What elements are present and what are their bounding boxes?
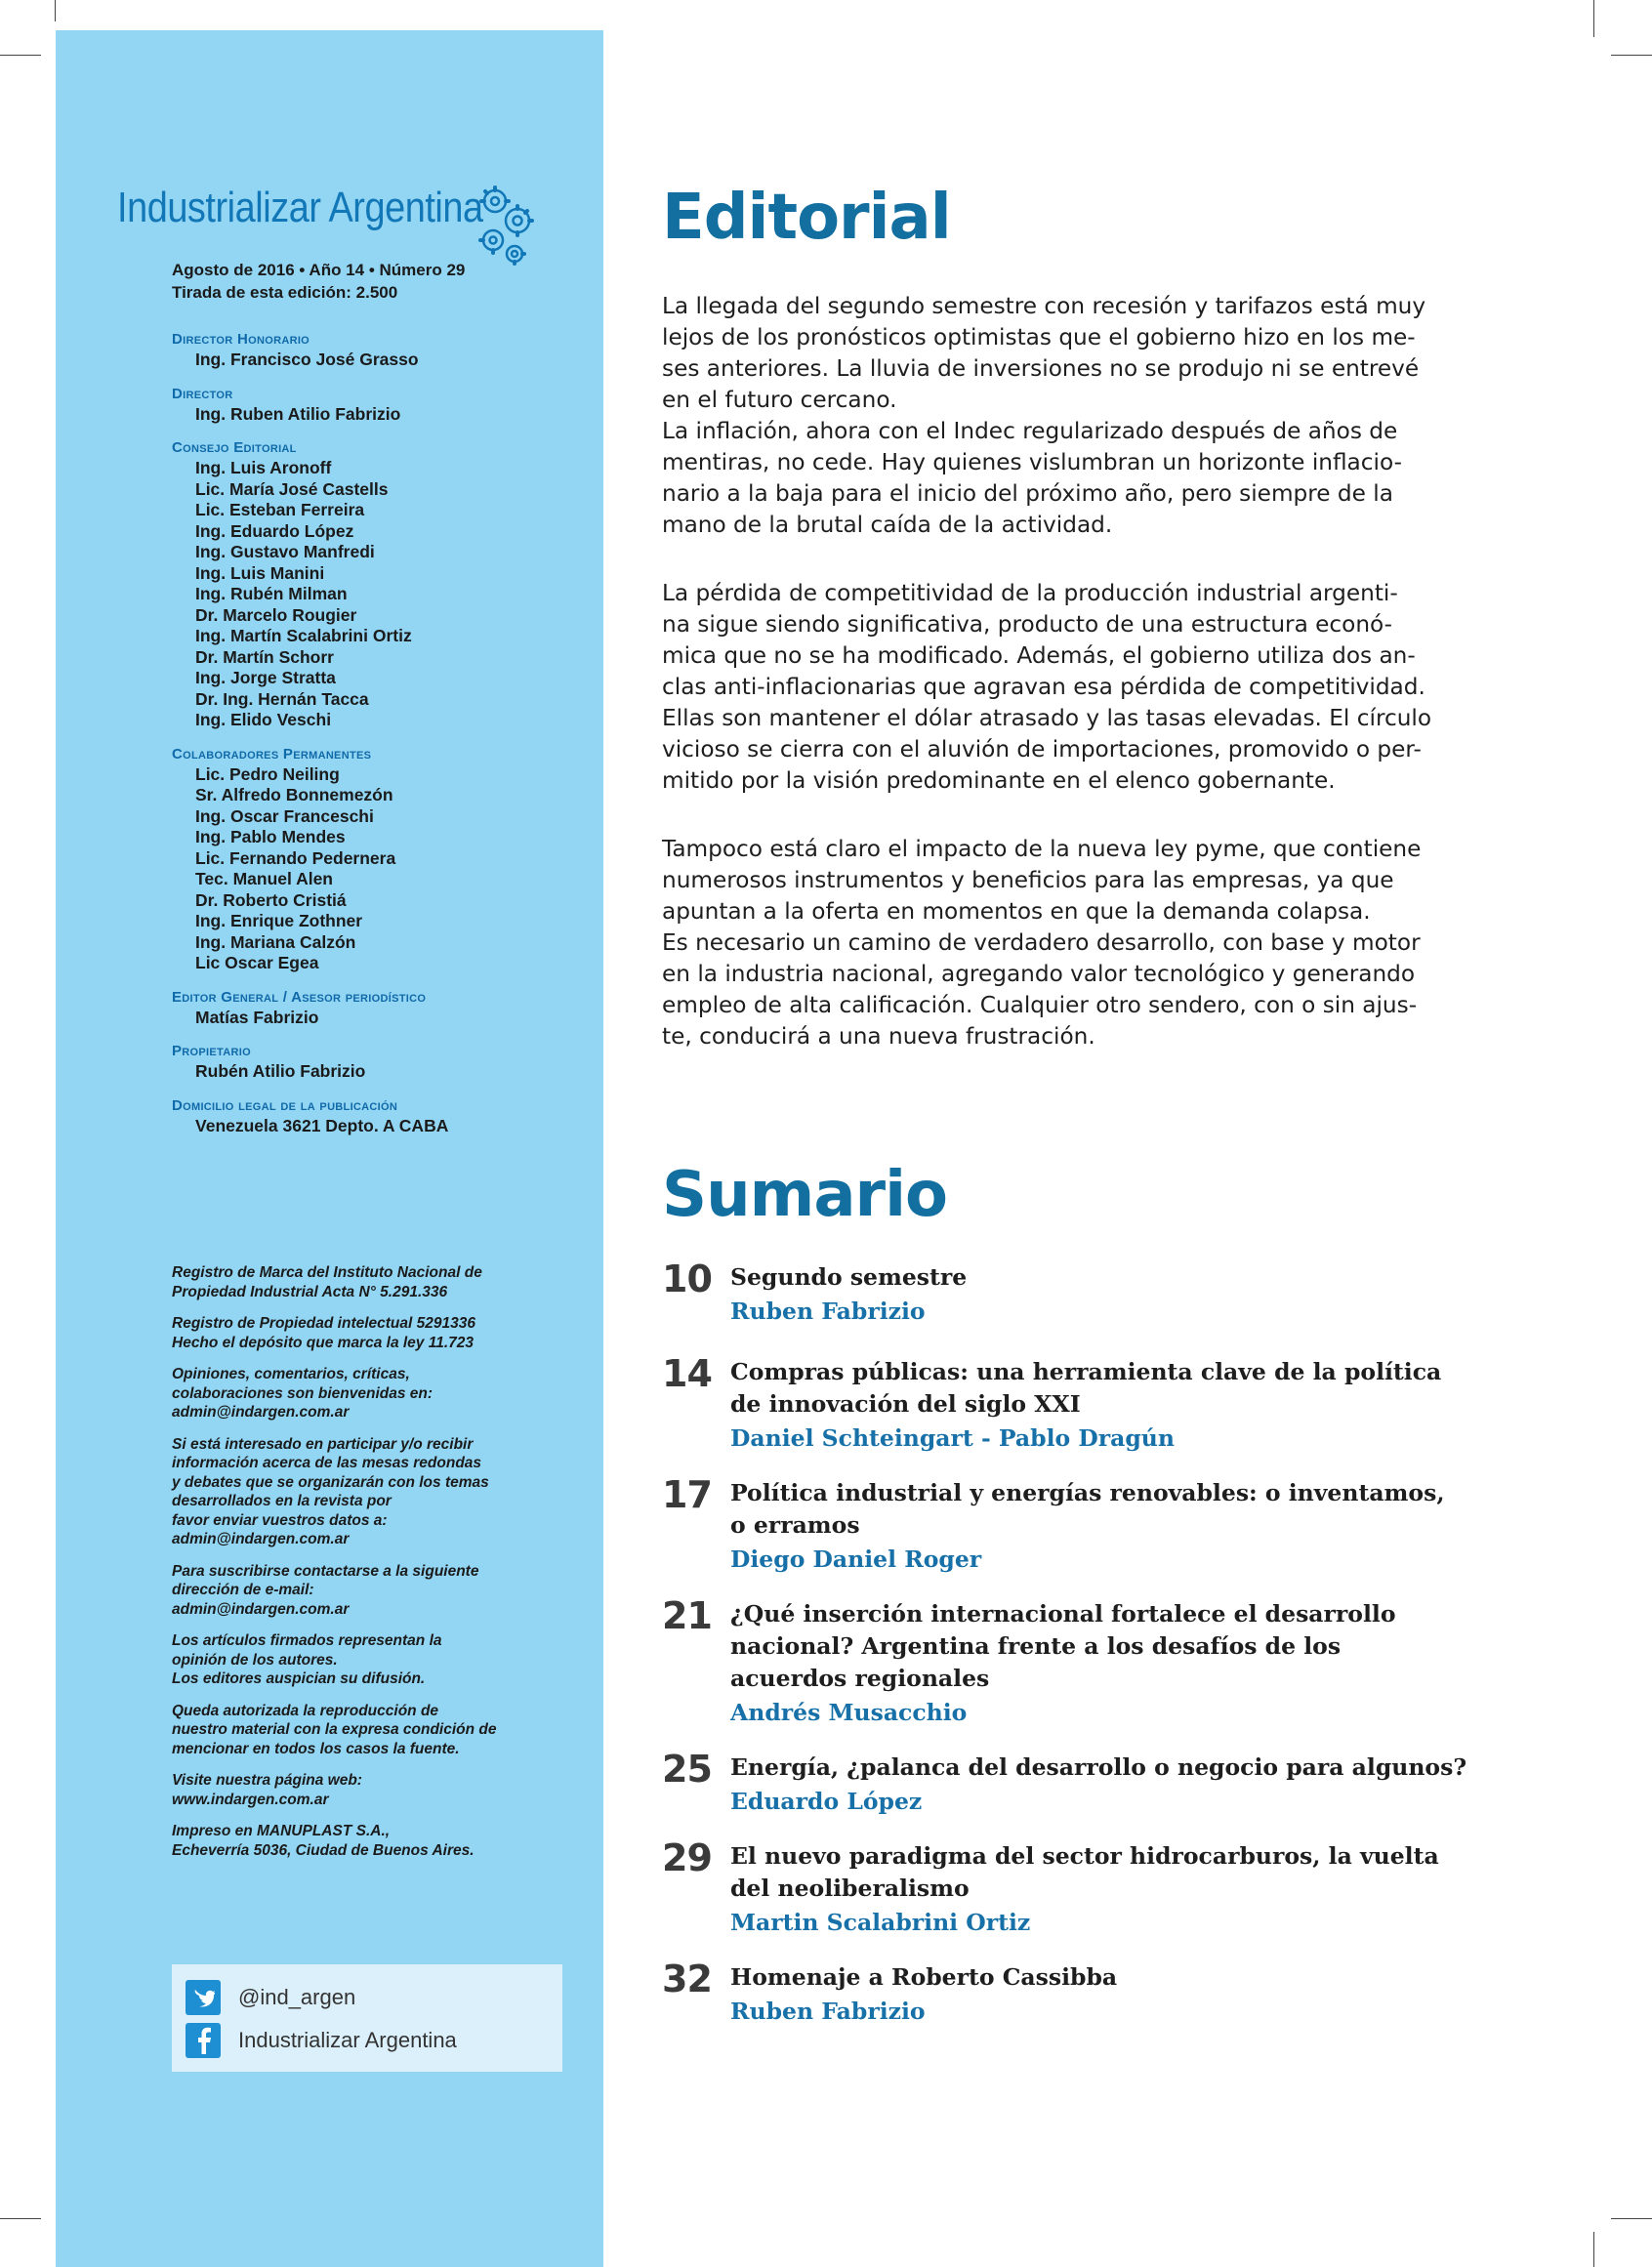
text-line: mica que no se ha modificado. Además, el gobierno utiliza dos an-: [662, 642, 1416, 669]
staff-role: Director: [172, 385, 233, 402]
legal-line: Registro de Propiedad intelectual 5291336: [172, 1315, 475, 1332]
crop-mark: [1611, 55, 1652, 56]
toc-text: [730, 1356, 1590, 1456]
toc-text: [730, 1477, 1590, 1577]
staff-section: [172, 988, 582, 1029]
text-line: empleo de alta calificación. Cualquier otro sendero, con o sin ajus-: [662, 992, 1418, 1018]
toc-article-title: ¿Qué inserción internacional fortalece el desarrollo: [730, 1600, 1396, 1628]
text-line: clas anti-inflacionarias que agravan esa pérdida de competitividad.: [662, 674, 1425, 700]
facebook-link[interactable]: [186, 2021, 457, 2060]
gears-icon: [474, 184, 542, 271]
toc-text: [730, 1261, 1590, 1329]
crop-mark: [0, 2218, 41, 2219]
staff-role: Editor General / Asesor periodístico: [172, 988, 427, 1006]
print-run-line: Tirada de esta edición: 2.500: [172, 283, 398, 302]
staff-role: Colaboradores Permanentes: [172, 745, 372, 763]
social-box: [172, 1964, 562, 2072]
legal-line: Para suscribirse contactarse a la siguiente: [172, 1562, 479, 1580]
legal-line: Los artículos firmados representan la: [172, 1632, 442, 1649]
crop-mark: [1593, 2232, 1594, 2267]
staff-name: Ing. Rubén Milman: [195, 584, 348, 603]
paragraph-gap: [662, 541, 1590, 578]
staff-section: [172, 1042, 582, 1083]
staff-section: [172, 1096, 582, 1137]
legal-line: Hecho el depósito que marca la ley 11.723: [172, 1334, 474, 1351]
staff-section: [172, 330, 582, 371]
staff-name: Sr. Alfredo Bonnemezón: [195, 785, 393, 804]
text-line: nario a la baja para el inicio del próximo año, pero siempre de la: [662, 480, 1393, 507]
sumario-title: Sumario: [662, 1159, 947, 1231]
legal-line: favor enviar vuestros datos a:: [172, 1511, 388, 1529]
staff-name: Matías Fabrizio: [195, 1007, 319, 1027]
toc-page-number: 21: [662, 1594, 712, 1637]
text-line: La inflación, ahora con el Indec regularizado después de años de: [662, 418, 1398, 444]
staff-section: [172, 385, 582, 426]
text-line: en el futuro cercano.: [662, 387, 897, 413]
legal-block: [172, 1365, 582, 1422]
toc-author: Martin Scalabrini Ortiz: [730, 1909, 1031, 1936]
toc-author: Ruben Fabrizio: [730, 1998, 926, 2025]
staff-name: Ing. Pablo Mendes: [195, 827, 346, 846]
editorial-paragraph: [662, 291, 1590, 541]
toc-article-title: Política industrial y energías renovables: o inventamos,: [730, 1479, 1445, 1506]
legal-line: Echeverría 5036, Ciudad de Buenos Aires.: [172, 1841, 475, 1859]
text-line: apuntan a la oferta en momentos en que la demanda colapsa.: [662, 898, 1371, 925]
crop-mark: [1611, 2218, 1652, 2219]
toc-page-number: 14: [662, 1352, 712, 1395]
text-line: lejos de los pronósticos optimistas que el gobierno hizo en los me-: [662, 324, 1416, 350]
toc-article-title: Energía, ¿palanca del desarrollo o negocio para algunos?: [730, 1753, 1467, 1781]
toc-article-title: de innovación del siglo XXI: [730, 1390, 1081, 1418]
legal-block: [172, 1314, 582, 1352]
toc-article-title: nacional? Argentina frente a los desafíos de los: [730, 1632, 1342, 1660]
crop-mark: [0, 55, 41, 56]
staff-name: Ing. Luis Aronoff: [195, 458, 332, 477]
text-line: te, conducirá a una nueva frustración.: [662, 1023, 1095, 1050]
toc-article-title: Compras públicas: una herramienta clave de la política: [730, 1358, 1442, 1385]
text-line: mitido por la visión predominante en el elenco gobernante.: [662, 767, 1336, 794]
toc-author: Daniel Schteingart - Pablo Dragún: [730, 1424, 1175, 1452]
toc-author: Ruben Fabrizio: [730, 1298, 926, 1325]
legal-line: y debates que se organizarán con los temas: [172, 1473, 489, 1491]
toc-page-number: 17: [662, 1473, 712, 1516]
staff-name: Ing. Gustavo Manfredi: [195, 542, 375, 561]
toc-article-title: Homenaje a Roberto Cassibba: [730, 1963, 1118, 1991]
staff-role: Domicilio legal de la publicación: [172, 1096, 398, 1114]
staff-name: Lic Oscar Egea: [195, 953, 319, 972]
paragraph-gap: [662, 797, 1590, 834]
staff-name: Ing. Mariana Calzón: [195, 931, 356, 952]
toc-item[interactable]: [662, 1257, 1590, 1329]
text-line: Tampoco está claro el impacto de la nueva ley pyme, que contiene: [662, 836, 1422, 862]
facebook-icon: [186, 2023, 221, 2058]
toc-text: [730, 1598, 1590, 1730]
staff-name: Dr. Martín Schorr: [195, 646, 334, 667]
editorial-body: [662, 291, 1590, 1052]
staff-name: Dr. Marcelo Rougier: [195, 604, 357, 625]
twitter-handle: @ind_argen: [238, 1985, 356, 2009]
magazine-title: Industrializar Argentina: [117, 184, 483, 231]
staff-list: [172, 330, 582, 1150]
legal-block: [172, 1702, 582, 1759]
legal-block: [172, 1631, 582, 1689]
staff-role: Director Honorario: [172, 331, 310, 348]
legal-block: [172, 1263, 582, 1301]
crop-mark: [1593, 0, 1594, 37]
legal-line: Visite nuestra página web:: [172, 1772, 362, 1789]
toc-item[interactable]: [662, 1748, 1590, 1819]
legal-line: mencionar en todos los casos la fuente.: [172, 1740, 460, 1757]
toc-text: [730, 1840, 1590, 1940]
legal-line: Si está interesado en participar y/o recibir: [172, 1435, 474, 1453]
toc-page-number: 25: [662, 1748, 712, 1791]
toc-article-title: acuerdos regionales: [730, 1665, 990, 1692]
legal-line: Impreso en MANUPLAST S.A.,: [172, 1823, 391, 1839]
legal-block: [172, 1435, 582, 1549]
toc-page-number: 29: [662, 1836, 712, 1879]
toc-article-title: o erramos: [730, 1511, 860, 1539]
legal-line: Opiniones, comentarios, críticas,: [172, 1366, 410, 1382]
staff-name: Dr. Ing. Hernán Tacca: [195, 688, 369, 709]
text-line: Ellas son mantener el dólar atrasado y las tasas elevadas. El círculo: [662, 705, 1432, 731]
text-line: La llegada del segundo semestre con recesión y tarifazos está muy: [662, 293, 1426, 319]
toc-page-number: 32: [662, 1958, 712, 2000]
staff-role: Consejo Editorial: [172, 439, 297, 456]
toc-item[interactable]: [662, 1836, 1590, 1940]
legal-line: nuestro material con la expresa condición de: [172, 1721, 497, 1738]
staff-name: Lic. Fernando Pedernera: [195, 847, 396, 868]
legal-line: Los editores auspician su difusión.: [172, 1670, 426, 1687]
legal-line: colaboraciones son bienvenidas en:: [172, 1384, 434, 1402]
staff-name: Ing. Luis Manini: [195, 562, 325, 583]
toc-item[interactable]: [662, 1352, 1590, 1456]
text-line: La pérdida de competitividad de la producción industrial argenti-: [662, 580, 1398, 606]
toc-author: Eduardo López: [730, 1788, 923, 1815]
editorial-paragraph: [662, 834, 1590, 1052]
staff-name: Ing. Jorge Stratta: [195, 668, 336, 687]
legal-block: [172, 1822, 582, 1860]
staff-name: Lic. Pedro Neiling: [195, 763, 340, 784]
text-line: numerosos instrumentos y beneficios para las empresas, ya que: [662, 867, 1394, 893]
staff-name: Ing. Martín Scalabrini Ortiz: [195, 626, 412, 645]
contact-link[interactable]: admin@indargen.com.ar: [172, 1600, 350, 1618]
toc-article-title: del neoliberalismo: [730, 1875, 970, 1902]
text-line: na sigue siendo significativa, producto de una estructura econó-: [662, 611, 1393, 638]
legal-block: [172, 1771, 582, 1809]
text-line: Es necesario un camino de verdadero desarrollo, con base y motor: [662, 929, 1421, 956]
legal-line: información acerca de las mesas redondas: [172, 1455, 482, 1471]
editorial-title: Editorial: [662, 182, 951, 254]
toc-article-title: El nuevo paradigma del sector hidrocarburos, la vuelta: [730, 1842, 1439, 1870]
staff-name: Venezuela 3621 Depto. A CABA: [195, 1115, 449, 1135]
issue-line: Agosto de 2016 • Año 14 • Número 29: [172, 261, 466, 279]
legal-line: desarrollados en la revista por: [172, 1493, 392, 1509]
toc-text: [730, 1752, 1590, 1819]
text-line: ses anteriores. La lluvia de inversiones no se produjo ni se entrevé: [662, 355, 1420, 382]
staff-name: Dr. Roberto Cristiá: [195, 889, 347, 910]
crop-mark: [55, 0, 56, 21]
legal-line: Registro de Marca del Instituto Nacional de: [172, 1264, 482, 1281]
staff-name: Rubén Atilio Fabrizio: [195, 1061, 366, 1081]
staff-section: [172, 438, 582, 731]
staff-role: Propietario: [172, 1043, 251, 1059]
legal-line: dirección de e-mail:: [172, 1582, 314, 1598]
toc-page-number: 10: [662, 1257, 712, 1300]
toc-item[interactable]: [662, 1594, 1590, 1730]
text-line: mentiras, no cede. Hay quienes vislumbran un horizonte inflacio-: [662, 449, 1402, 475]
staff-name: Tec. Manuel Alen: [195, 869, 333, 888]
staff-name: Ing. Elido Veschi: [195, 710, 332, 729]
staff-name: Ing. Francisco José Grasso: [195, 350, 419, 369]
contact-link[interactable]: admin@indargen.com.ar: [172, 1404, 350, 1421]
staff-name: Ing. Oscar Franceschi: [195, 805, 374, 826]
legal-line: opinión de los autores.: [172, 1651, 338, 1669]
legal-line: Propiedad Industrial Acta N° 5.291.336: [172, 1283, 448, 1300]
contact-link[interactable]: admin@indargen.com.ar: [172, 1531, 350, 1547]
masthead: [117, 184, 543, 232]
table-of-contents: [662, 1257, 1590, 2029]
legal-block: [172, 1562, 582, 1620]
toc-author: Andrés Musacchio: [730, 1699, 968, 1726]
staff-section: [172, 745, 582, 974]
facebook-page: Industrializar Argentina: [238, 2028, 457, 2052]
twitter-link[interactable]: [186, 1978, 355, 2017]
text-line: vicioso se cierra con el aluvión de importaciones, promovido o per-: [662, 736, 1422, 763]
staff-name: Ing. Enrique Zothner: [195, 911, 363, 930]
editorial-paragraph: [662, 578, 1590, 797]
toc-author: Diego Daniel Roger: [730, 1546, 982, 1573]
toc-article-title: Segundo semestre: [730, 1263, 968, 1291]
twitter-icon: [186, 1980, 221, 2015]
toc-text: [730, 1961, 1590, 2029]
staff-name: Ing. Eduardo López: [195, 520, 354, 541]
legal-line: Queda autorizada la reproducción de: [172, 1702, 439, 1719]
staff-name: Lic. María José Castells: [195, 478, 389, 499]
toc-item[interactable]: [662, 1958, 1590, 2029]
text-line: en la industria nacional, agregando valor tecnológico y generando: [662, 961, 1416, 987]
contact-link[interactable]: www.indargen.com.ar: [172, 1791, 329, 1808]
text-line: mano de la brutal caída de la actividad.: [662, 512, 1113, 538]
staff-name: Lic. Esteban Ferreira: [195, 500, 365, 519]
toc-item[interactable]: [662, 1473, 1590, 1577]
legal-notes: [172, 1263, 582, 1873]
staff-name: Ing. Ruben Atilio Fabrizio: [195, 403, 401, 424]
